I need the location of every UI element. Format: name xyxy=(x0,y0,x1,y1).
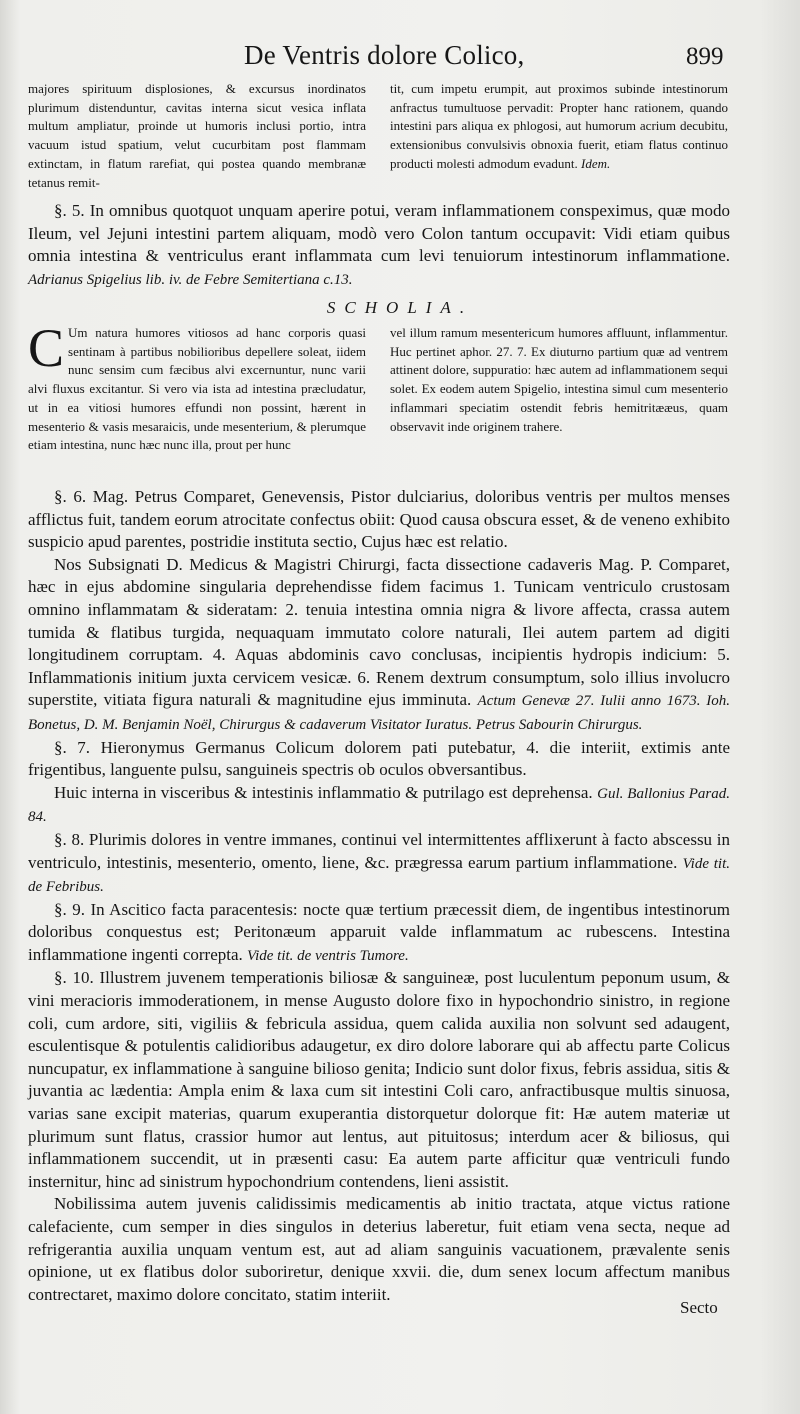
top-two-column-block xyxy=(28,80,728,192)
section-7-citation: Gul. Ballonius Parad. 84. xyxy=(28,785,730,826)
section-6 xyxy=(28,486,730,1306)
catchword: Secto xyxy=(680,1298,718,1317)
section-9-citation: Vide tit. de ventris Tumore. xyxy=(247,947,409,964)
section-7-finding: Huic interna in visceribus & intestinis inflammatio & putrilago est deprehensa. xyxy=(54,782,593,802)
section-10-outcome: Nobilissima autem juvenis calidissimis medicamentis ab initio tractata, atque victus ratione calefaciente, cum semper in dies singulos in deterius laberetur, fuit etiam vena secta, neque ad refrigerantia auxilia unquam ventum est, aut ad aliam sanguinis vacuationem, prævalente senis opinione, ut ex flatibus dolor suboriretur, denique xxvii. die, dum senex locum affectum manibus contrectaret, maximo dolore concitato, statim interiit. xyxy=(28,1194,730,1304)
top-left-column xyxy=(28,80,366,192)
section-5-citation: Adrianus Spigelius lib. iv. de Febre Semitertiana c.13. xyxy=(28,271,353,288)
top-right-column xyxy=(390,80,728,192)
top-right-text: tit, cum impetu erumpit, aut proximos subinde intestinorum anfractus tumultuose pervadit: Propter hanc rationem, quando intestini pars aliqua ex phlogosi, aut humorum acrium decubitu, extensionibus convulsivis obnoxia fuerit, etiam flatus continuo producti molesti admodum evadunt. xyxy=(390,81,728,171)
scholia-heading: SCHOLIA. xyxy=(326,298,474,317)
section-8-text: §. 8. Plurimis dolores in ventre immanes, continui vel intermittentes afflixerunt à facto abscessu in ventriculo, intestinis, mesenterio, omento, liene, &c. prægressa earum partium inflammatione. xyxy=(28,829,730,872)
scholia-left-text: Um natura humores vitiosos ad hanc corporis quasi sentinam à partibus nobilioribus depellere soleat, iidem nunc sensim cum fæcibus alvi excernuntur, nunc varii alvi fluxus excitantur. Si vero via ista ad intestina præcludatur, ut in ea vitiosi humores effundi non possint, hærent in mesenterio & vasis mesaraicis, unde mesenterium, & plerumque etiam intestina, nunc hæc nunc illa, prout per hunc xyxy=(28,325,366,453)
page-edge-shadow xyxy=(760,0,800,1414)
section-5 xyxy=(28,200,730,291)
section-7-intro: §. 7. Hieronymus Germanus Colicum dolorem pati putebatur, 4. die interiit, extimis ante frigentibus, languente pulsu, sanguineis spectris ob oculos obversantibus. xyxy=(28,737,730,780)
scholia-left-column xyxy=(28,318,366,455)
drop-capital: C xyxy=(28,318,65,378)
section-6-citation: Actum Genevæ 27. Iulii anno 1673. Ioh. Bonetus, D. M. Benjamin Noël, Chirurgus & cadaverum Visitator Iuratus. Petrus Sabourin Chirurgus. xyxy=(28,693,730,733)
scholia-right-column xyxy=(390,324,728,455)
section-5-text: §. 5. In omnibus quotquot unquam aperire potui, veram inflammationem conspeximus, quæ modo Ileum, vel Jejuni intestini partem aliquam, modò vero Colon tantum occupavit: Vidi etiam quibus omnia intestina & ventriculus erant inflammata cum levi tenuiorum intestinorum inflammatione. xyxy=(28,201,730,266)
scholia-two-column-block xyxy=(28,318,728,455)
top-left-text: majores spirituum displosiones, & excursus inordinatos plurimum distenduntur, cavitas interna sicut vesica inflata multum ampliatur, proinde ut humoris inclusi portio, intra vacuum istud spatium, velut cucurbitam post flammam extinctam, in flatum rarefiat, qui postea quando membranæ tetanus remit- xyxy=(28,81,366,190)
running-head: De Ventris dolore Colico, xyxy=(244,40,525,70)
section-10-case: §. 10. Illustrem juvenem temperationis biliosæ & sanguineæ, post luculentum peponum usum, & vini meracioris immoderationem, in mense Augusto dolore fixo in hypochondrio sinistro, in regione coli, cum ardore, siti, vigiliis & febricula assidua, quem calida auxilia non solvunt sed adaugent, esculentisque & potulentis calidioribus adaugetur, ex diro dolore laborare qui ab affectu parte Colicus nuncupatur, ex inflammatione à sanguine bilioso genita; Indicio sunt dolor fixus, febris assidua, sitis & juvantia ac lædentia: Ampla enim & laxa cum sit intestini Coli caro, anfractibusque multis sinuosa, varias sane excipit materias, quarum exuperantia distorquetur dolorque fit: Hæ autem materiæ ut plurimum sunt flatus, crassior humor aut lentus, aut pituitosus; interdum acer & biliosus, qui inflammationem succendit, ut in præsenti casu: Ea autem parte afficitur quæ ventriculi fundo insternitur, hinc ad sinistrum hypochondrium contendens, lieni assistit. xyxy=(28,968,730,1191)
section-9-text: §. 9. In Ascitico facta paracentesis: nocte quæ tertium præcessit diem, de ingentibus intestinorum doloribus conquestus est; Peritonæum apparuit valde inflammatum ac rubescens. Intestina inflammatione ingenti correpta. xyxy=(28,899,730,964)
section-8-citation: Vide tit. de Febribus. xyxy=(28,855,731,896)
section-6-intro: §. 6. Mag. Petrus Comparet, Genevensis, Pistor dulciarius, doloribus ventris per multos menses afflictus fuit, tandem eorum atrocitate confectus obiit: Quod causa obscura esset, & de veneno exhibito suspicio apud parentes, postridie instituta sectio, Cujus hæc est relatio. xyxy=(28,487,730,552)
scholia-right-text: vel illum ramum mesentericum humores affluunt, inflammentur. Huc pertinet aphor. 27. 7. Ex diuturno partium quæ ad ventrem attinent dolore, suppuratio: hæc autem ad inflammationem sequi solet. Ex eodem autem Spigelio, intestina simul cum mesenterio inflammari speciatim ostendit febris hemitritææus, quam observavit inde originem trahere. xyxy=(390,325,728,434)
section-6-report: Nos Subsignati D. Medicus & Magistri Chirurgi, facta dissectione cadaveris Mag. P. Comparet, hæc in ejus abdomine singularia deprehendisse fidem facimus 1. Tunicam ventriculo crustosam omnino inflammatam & sideratam: 2. tenuia intestina omnia nigra & livore affecta, crassa autem tumida & flatibus turgida, nequaquam immutato colore naturali, Ilei autem partem ad digiti longitudinem corruptam. 4. Aquas abdominis cavo conclusas, incipientis hydropis indicium: 5. Inflammationis initium juxta cervicem vesicæ. 6. Renem dextrum consumptum, solo illius involucro superstite, vitiata figura naturali & magnitudine ejus imminuta. xyxy=(28,554,730,710)
page-number: 899 xyxy=(686,43,724,70)
top-right-citation: Idem. xyxy=(581,155,611,171)
